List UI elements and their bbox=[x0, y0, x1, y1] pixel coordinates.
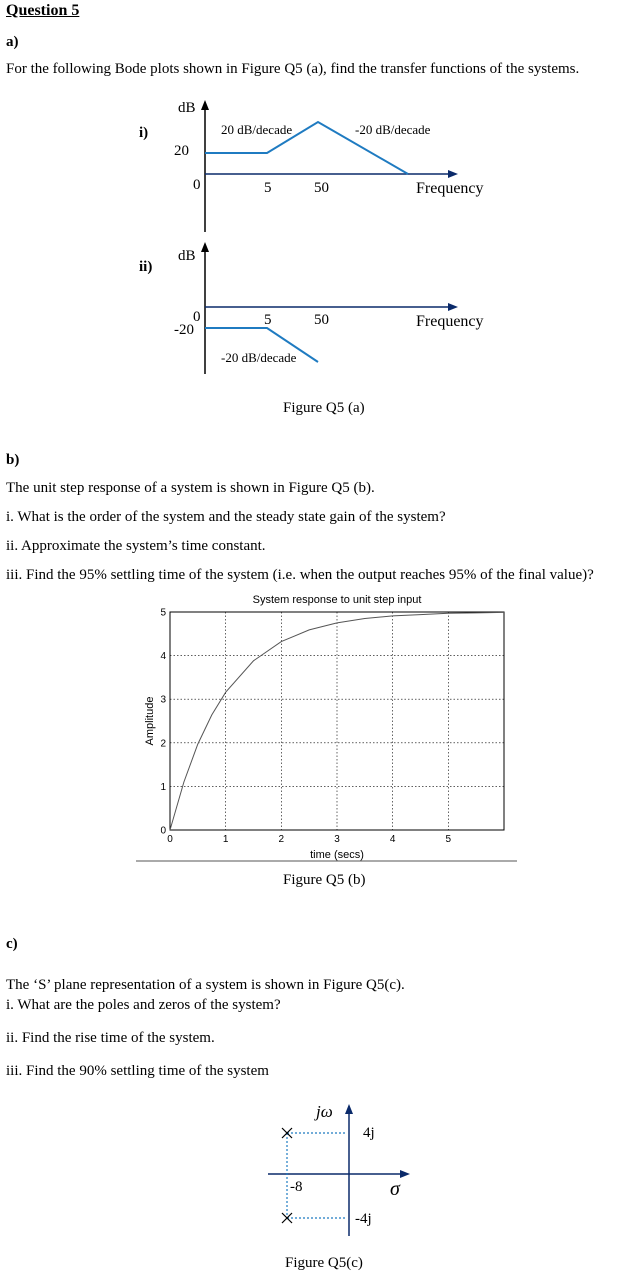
part-a-label: a) bbox=[6, 34, 19, 50]
bode1-x-axis-label: Frequency bbox=[416, 180, 484, 197]
bode2-x50-tick: 50 bbox=[314, 312, 329, 328]
bode2-yneg20-tick: -20 bbox=[174, 322, 194, 338]
y-tick-label: 0 bbox=[160, 825, 166, 837]
bode1-label: i) bbox=[139, 125, 149, 141]
x-tick-label: 1 bbox=[222, 834, 229, 845]
part-c-q1: i. What are the poles and zeros of the system? bbox=[6, 997, 281, 1013]
chart-ylabel: Amplitude bbox=[144, 696, 156, 746]
part-c-q3: iii. Find the 90% settling time of the system bbox=[6, 1063, 269, 1079]
x-tick-label: 4 bbox=[389, 834, 396, 845]
part-b-q1: i. What is the order of the system and the steady state gain of the system? bbox=[6, 509, 446, 525]
bode2-slope-label: -20 dB/decade bbox=[221, 350, 297, 365]
y-tick-label: 5 bbox=[160, 607, 166, 619]
imag-axis-arrow bbox=[345, 1104, 353, 1114]
chart-xlabel: time (secs) bbox=[310, 849, 364, 861]
x-tick-label: 3 bbox=[334, 834, 340, 845]
bode2-y0-tick: 0 bbox=[193, 309, 201, 325]
bode2-y-axis-label: dB bbox=[178, 248, 196, 264]
bode1-y-axis-label: dB bbox=[178, 100, 196, 116]
pos-imag-label: 4j bbox=[363, 1125, 375, 1141]
pole-upper-marker bbox=[282, 1128, 292, 1138]
x-tick-label: 2 bbox=[278, 834, 285, 845]
y-tick-label: 1 bbox=[160, 781, 166, 793]
y-tick-label: 4 bbox=[160, 651, 166, 663]
figure-q5b-caption: Figure Q5 (b) bbox=[283, 872, 366, 888]
real-axis-arrow bbox=[400, 1170, 410, 1178]
question-title: Question 5 bbox=[6, 2, 80, 19]
part-c-label: c) bbox=[6, 936, 18, 952]
neg-imag-label: -4j bbox=[355, 1211, 372, 1227]
bode1-slope-up-label: 20 dB/decade bbox=[221, 122, 293, 137]
bode1-x50-tick: 50 bbox=[314, 180, 329, 196]
part-c-text: The ‘S’ plane representation of a system is shown in Figure Q5(c). bbox=[6, 977, 405, 993]
bode1-x5-tick: 5 bbox=[264, 180, 272, 196]
sigma-axis-label: σ bbox=[390, 1178, 400, 1200]
bode1-y20-tick: 20 bbox=[174, 143, 189, 159]
part-b-q2: ii. Approximate the system’s time constant. bbox=[6, 538, 266, 554]
y-tick-label: 3 bbox=[160, 694, 166, 706]
chart-title: System response to unit step input bbox=[252, 594, 422, 606]
bode1-slope-down-label: -20 dB/decade bbox=[355, 122, 431, 137]
y-tick-label: 2 bbox=[160, 738, 166, 750]
bode1-y0-tick: 0 bbox=[193, 177, 201, 193]
x-tick-label: 0 bbox=[167, 834, 173, 845]
jw-axis-label: jω bbox=[316, 1102, 333, 1121]
x-tick-label: 5 bbox=[445, 834, 452, 845]
figure-q5c-caption: Figure Q5(c) bbox=[285, 1255, 363, 1271]
part-b-q3: iii. Find the 95% settling time of the system (i.e. when the output reaches 95% of the final value)? bbox=[6, 567, 594, 583]
bode2-x-axis-label: Frequency bbox=[416, 313, 484, 330]
bode2-x5-tick: 5 bbox=[264, 312, 272, 328]
part-b-label: b) bbox=[6, 452, 20, 468]
real-part-label: -8 bbox=[290, 1179, 303, 1195]
part-b-text: The unit step response of a system is shown in Figure Q5 (b). bbox=[6, 480, 375, 496]
part-c-q2: ii. Find the rise time of the system. bbox=[6, 1030, 215, 1046]
bode2-label: ii) bbox=[139, 259, 153, 275]
figure-q5a-caption: Figure Q5 (a) bbox=[283, 400, 365, 416]
part-a-text: For the following Bode plots shown in Figure Q5 (a), find the transfer functions of the systems. bbox=[6, 61, 580, 77]
